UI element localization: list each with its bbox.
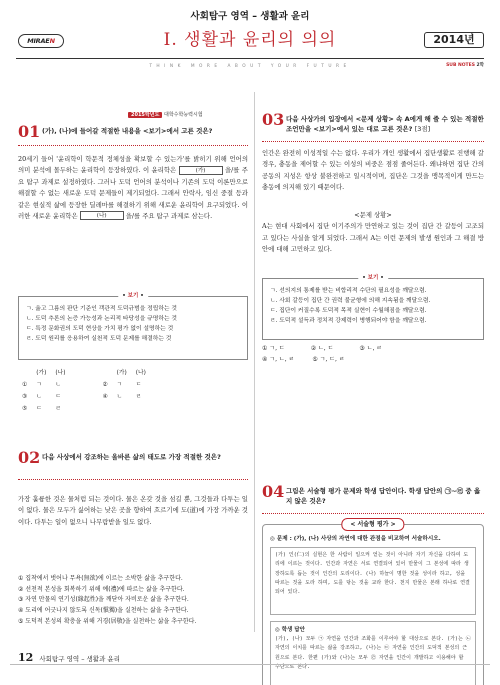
column-divider bbox=[254, 92, 255, 632]
choice-2[interactable]: ② ㄴ, ㄷ bbox=[310, 345, 334, 352]
answer-header: (가) bbox=[116, 370, 127, 376]
q01-source bbox=[128, 112, 203, 120]
q03-header bbox=[262, 112, 484, 142]
choice-3[interactable]: ③ ㄴ, ㄹ bbox=[359, 345, 383, 352]
blank-b: (나) bbox=[80, 211, 124, 220]
blank-a: (가) bbox=[179, 166, 223, 175]
bogi-item: ㄴ. 사회 갈등이 집단 간 권력 불균형에 의해 지속됨을 깨달으렴. bbox=[270, 297, 431, 304]
essay-evaluation-title: < 서술형 평가 > bbox=[341, 518, 404, 531]
q02-passage: 가장 훌륭한 것은 물처럼 되는 것이다. 물은 온갖 것을 섬길 뿐, 그것들과 다투는 일이 없다. 물은 모두가 싫어하는 낮은 곳을 향하여 흐르기에 도(道)에 가장 가까운 것이다. 다투는 일이 없으니 나무람받을 일도 없다. bbox=[18, 495, 248, 526]
q03-question: 다음 사상가의 입장에서 <문제 상황> 속 A에게 해 줄 수 있는 적절한 조언만을 <보기>에서 있는 대로 고른 것은? [3점] bbox=[286, 115, 484, 134]
choice-4[interactable]: ④ ㄱ, ㄴ, ㄹ bbox=[262, 355, 295, 363]
student-answer-text: (가), (나) 모두 ㉠ 자연을 인간과 조화를 이루어야 할 대상으로 본다. (가)는 ㉡ 자연의 이치를 따르는 삶을 강조하고, (나)는 ㉢ 자연을 인간의 도덕적 본성의 근원으로 본다. 한편 (가)와 (나)는 모두 ㉣ 자연을 인간이 개발하고 이용해야 할 수단으로 본다. bbox=[275, 636, 471, 670]
header-rule bbox=[16, 58, 484, 59]
publisher-logo: MIRAEN bbox=[18, 34, 64, 48]
choice-4[interactable]: ④ 도리에 어긋나지 않도록 신독(愼獨)을 실천하는 삶을 추구한다. bbox=[18, 607, 189, 615]
bogi-label: • 보기 • bbox=[358, 274, 388, 283]
q03-number: 03 bbox=[262, 110, 285, 129]
q03-passage: 인간은 완전히 이성적일 수는 없다. 우리가 개인 생활에서 집단생활로 진행해 갈 경우, 충동을 제어할 수 있는 이성의 비중은 점점 줄어든다. 왜냐하면 집단 간의 공동의 지성은 항상 불완전하고 일시적이며, 집단은 그것을 맹목적이게 만드는 충동에 의지해 있기 때문이다. bbox=[262, 149, 484, 192]
header-motto: THINK MORE ABOUT YOUR FUTURE bbox=[149, 64, 351, 69]
student-answer bbox=[270, 621, 476, 685]
choice-2[interactable]: ② 선천적 본성을 회복하기 위해 예(禮)에 따르는 삶을 추구한다. bbox=[18, 585, 185, 593]
answer-header: (가) bbox=[36, 370, 47, 376]
q01-question: (가), (나)에 들어갈 적절한 내용을 <보기>에서 고른 것은? bbox=[42, 127, 213, 135]
q02-header bbox=[18, 450, 248, 480]
bogi-item: ㄷ. 특정 문화권의 도덕 현상을 가치 평가 없이 설명하는 것 bbox=[26, 325, 174, 332]
q03-points: [3점] bbox=[414, 125, 431, 134]
reference-passage: (가) 인(仁)의 실현은 한 사람이 일으켜 얻는 것이 아니라 자기 자신을 다하여 도리에 이르는 것이다. 인간과 자연은 서로 연결되어 있어 만물이 그 본성에 따라 생장하도록 돕는 것이 인간의 도리이다. (나) 하늘이 명한 것을 성이라 하고, 성을 따르는 것을 도라 하며, 도를 닦는 것을 교라 한다. 천지 만물은 본래 하나로 연결되어 있다. bbox=[270, 547, 476, 615]
choice-5[interactable]: ⑤ 도덕적 본성의 확충을 위해 거경(居敬)을 실천하는 삶을 추구한다. bbox=[18, 617, 197, 625]
answer-header: (나) bbox=[135, 370, 146, 376]
essay-evaluation-box bbox=[262, 521, 484, 685]
subnotes-text: SUB NOTES bbox=[446, 63, 475, 68]
bogi-label: • 보기 • bbox=[118, 292, 148, 301]
q04-header bbox=[262, 484, 484, 514]
answer-row[interactable]: ① ㄱ ㄴ ② ㄱ ㄷ bbox=[22, 382, 142, 389]
choice-1[interactable]: ① 집착에서 벗어나 무욕(無欲)에 이르는 소박한 삶을 추구한다. bbox=[18, 575, 183, 582]
q02-choices bbox=[18, 574, 248, 627]
answer-header: (나) bbox=[55, 370, 66, 376]
page-footer bbox=[18, 650, 120, 667]
q01-source-text: 대학수학능력시험 bbox=[164, 112, 203, 118]
student-answer-title: ◎ 학생 답안 bbox=[275, 627, 305, 633]
answer-row[interactable]: ⑤ ㄷ ㄹ bbox=[22, 406, 61, 413]
subnotes-label: SUB NOTES 2학 bbox=[446, 63, 484, 68]
q02-question: 다음 사상에서 강조하는 올바른 삶의 태도로 가장 적절한 것은? bbox=[42, 453, 221, 461]
footer-text: 사회탐구 영역 – 생활과 윤리 bbox=[39, 655, 120, 663]
q03-choices bbox=[262, 344, 484, 365]
situation-title: <문제 상황> bbox=[354, 211, 392, 219]
q01-number: 01 bbox=[18, 122, 41, 141]
bogi-item: ㄷ. 집단이 커질수록 도덕적 목적 실현이 수월해짐을 깨달으렴. bbox=[270, 307, 427, 314]
essay-question: ◎ 문제 : (가), (나) 사상의 자연에 대한 관점을 비교하여 서술하시오. bbox=[270, 536, 441, 542]
bogi-item: ㄹ. 도덕 원리를 응용하여 실천적 도덕 문제를 해결하는 것 bbox=[26, 335, 172, 342]
q02-number: 02 bbox=[18, 448, 41, 467]
q01-passage: 20세기 들어 '윤리학이 학문적 정체성을 확보할 수 있는가'를 밝히기 위해 언어의 의미 분석에 몰두하는 윤리학이 등장하였다. 이 윤리학은 (가) 을/를 주요 탐구 과제로 설정하였다. 그러나 도덕 언어의 분석이나 기존의 도덕 이론만으로 해결할 수 없는 새로운 도덕 문제들이 제기되었다. 그래서 안락사, 임신 중절 등과 같은 현실적 삶에 등장한 딜레마를 해결하기 위해 새로운 윤리학이 요구되었다. 이러한 새로운 윤리학은 (나) 을/를 주요 탐구 과제로 삼는다. bbox=[18, 155, 248, 220]
year-badge: 2014년 bbox=[424, 32, 484, 48]
q01-bogi bbox=[18, 293, 248, 360]
q03-situation: <문제 상황> A는 현대 사회에서 집단 이기주의가 만연하고 있는 것이 집단 간 갈등이 고조되고 있다는 사실을 알게 되었다. 그래서 A는 이런 문제의 발생 원인과 그 해결 방안에 대해 고민하고 있다. bbox=[262, 211, 484, 254]
q03-bogi bbox=[262, 275, 484, 340]
page-number: 12 bbox=[18, 651, 34, 664]
section-title: 사회탐구 영역 – 생활과 윤리 bbox=[190, 11, 310, 22]
q01-header bbox=[18, 124, 248, 146]
bogi-item: ㄴ. 도덕 추론의 논증 가능성과 논리적 타당성을 규명하는 것 bbox=[26, 315, 177, 322]
choice-1[interactable]: ① ㄱ, ㄷ bbox=[262, 345, 285, 352]
answer-row[interactable]: ③ ㄴ ㄷ ④ ㄴ ㄹ bbox=[22, 394, 142, 401]
q04-question: 그림은 서술형 평가 문제와 학생 답안이다. 학생 답안의 ㉠~㉣ 중 옳지 않은 것은? bbox=[286, 487, 481, 506]
q01-answer-table bbox=[20, 366, 155, 417]
bogi-item: ㄱ. 옳고 그름의 판단 기준인 객관적 도덕규범을 정립하는 것 bbox=[26, 306, 177, 312]
chapter-title: Ⅰ. 생활과 윤리의 의의 bbox=[163, 30, 337, 50]
q04-number: 04 bbox=[262, 482, 285, 501]
choice-3[interactable]: ③ 자연 만물의 연기성(緣起性)을 깨닫아 자비로운 삶을 추구한다. bbox=[18, 596, 189, 604]
page-header bbox=[16, 28, 484, 74]
bogi-item: ㄱ. 선의지의 통제를 받는 비합리적 수단의 필요성을 깨달으렴. bbox=[270, 288, 427, 294]
q01-source-tag: 2015학년도 bbox=[128, 112, 162, 118]
choice-5[interactable]: ⑤ ㄱ, ㄷ, ㄹ bbox=[312, 355, 345, 363]
bogi-item: ㄹ. 도덕적 설득과 정치적 강제력이 병행되어야 함을 깨달으렴. bbox=[270, 317, 427, 324]
